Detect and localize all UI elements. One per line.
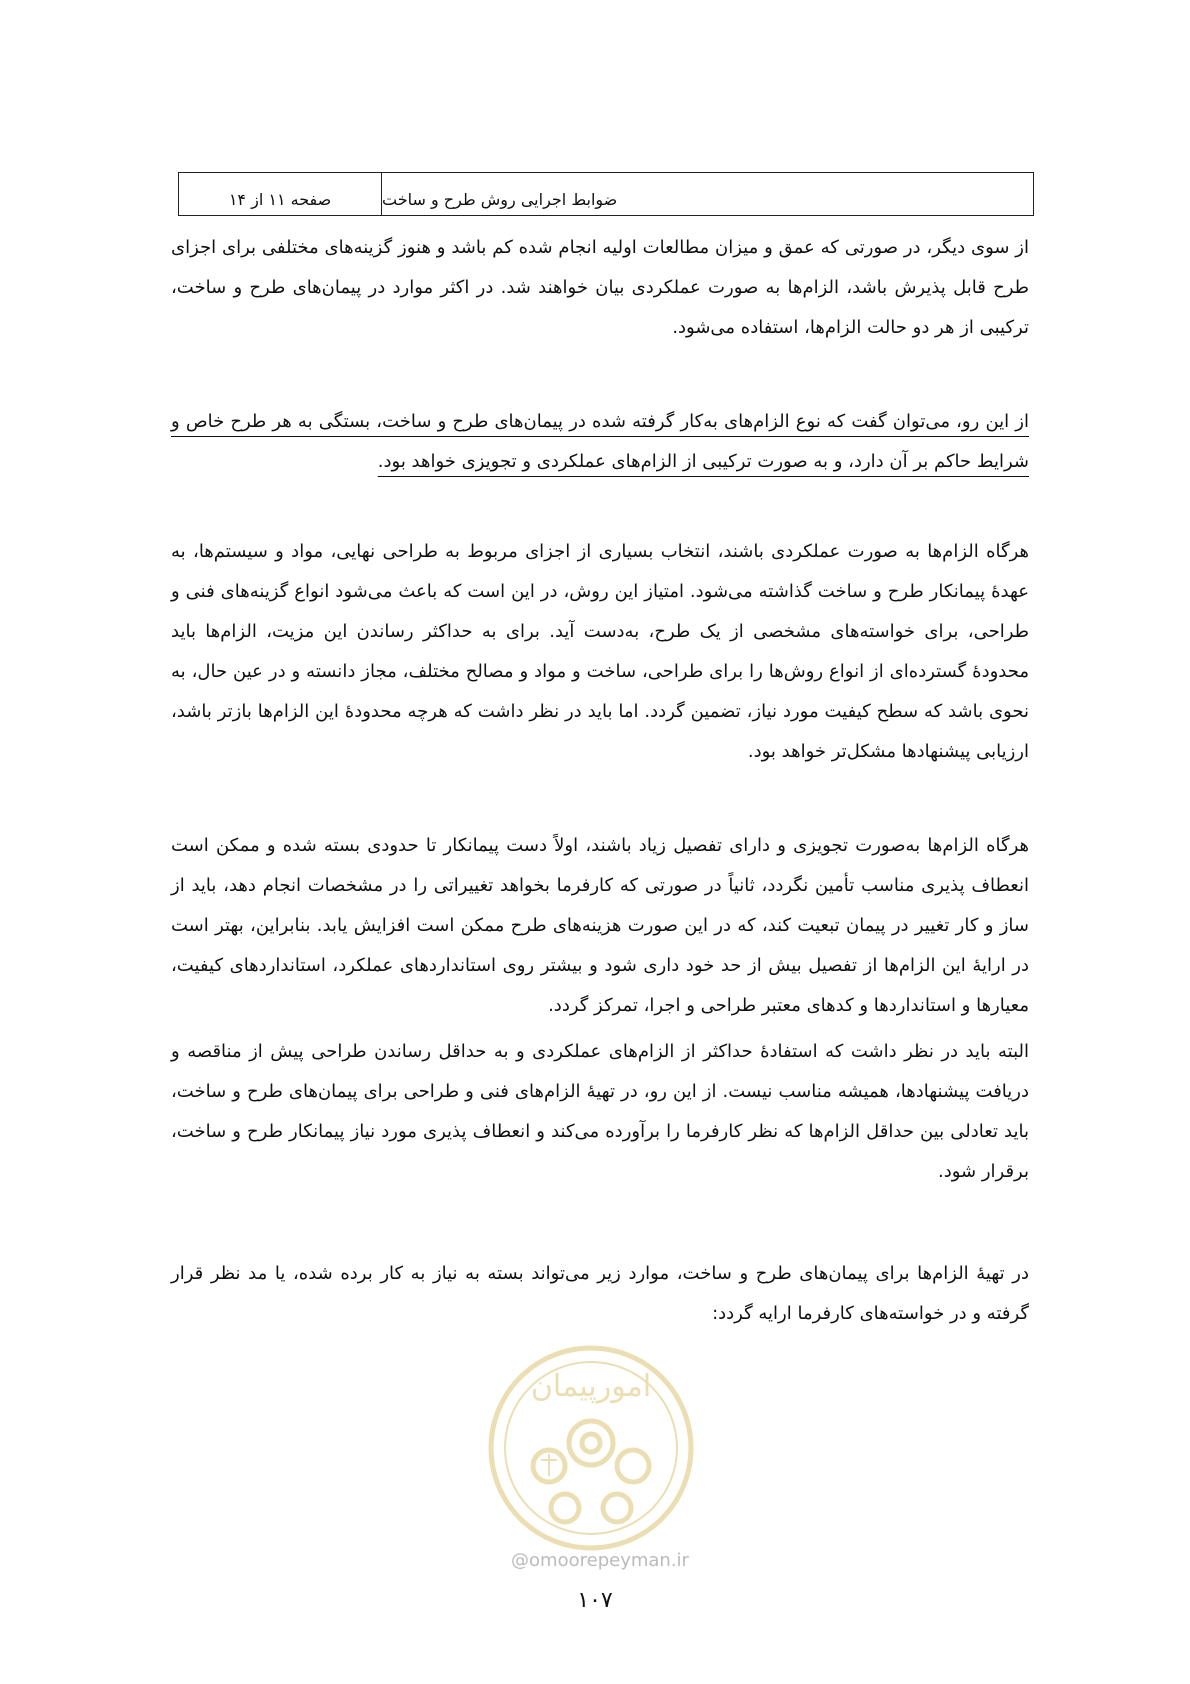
paragraph-4: هرگاه الزام‌ها به‌صورت تجویزی و دارای تفصیل زیاد باشند، اولاً دست پیمانکار تا حدودی بسته شده و ممکن است انعطاف پذیری مناسب تأمین نگردد، ثانیاً در صورتی که کارفرما بخواهد تغییراتی را در مشخصات انجام دهد، باید از ساز و کار تغییر در پیمان تبعیت کند، که در این صورت هزینه‌های طرح ممکن است افزایش یابد. بنابراین، بهتر است در ارایهٔ این الزام‌ها از تفصیل بیش از حد خود داری شود و بیشتر روی استانداردهای عملکرد، استانداردهای کیفیت، معیارها و استانداردها و کدهای معتبر طراحی و اجرا، تمرکز گردد. <box>171 835 1029 1016</box>
scales-icon <box>541 1454 557 1476</box>
header-page-reference: صفحه ۱۱ از ۱۴ <box>179 173 382 215</box>
watermark-website: @omoorepeyman.ir <box>511 1550 689 1571</box>
paragraph-2-block <box>171 402 1029 482</box>
paragraph-3: هرگاه الزام‌ها به صورت عملکردی باشند، انتخاب بسیاری از اجزای مربوط به طراحی نهایی، مواد و سیستم‌ها، به عهدهٔ پیمانکار طرح و ساخت گذاشته می‌شود. امتیاز این روش، در این است که باعث می‌شود انواع گزینه‌های فنی و طراحی، برای خواسته‌های مشخصی از یک طرح، به‌دست آید. برای به حداکثر رساندن این مزیت، الزام‌ها باید محدودهٔ گسترده‌ای از انواع روش‌ها را برای طراحی، ساخت و مواد و مصالح مختلف، مجاز دانسته و در عین حال، به نحوی باشد که سطح کیفیت مورد نیاز، تضمین گردد. اما باید در نظر داشت که هرچه محدودهٔ این الزام‌ها بازتر باشد، ارزیابی پیشنهادها مشکل‌تر خواهد بود. <box>171 541 1029 762</box>
page-number: ۱۰۷ <box>577 1588 613 1613</box>
paragraph-3-block <box>171 532 1029 772</box>
paragraph-6-block <box>171 1254 1029 1334</box>
paragraph-1: از سوی دیگر، در صورتی که عمق و میزان مطالعات اولیه انجام شده کم باشد و هنوز گزینه‌های مختلفی برای اجزای طرح قابل پذیرش باشد، الزام‌ها به صورت عملکردی بیان خواهند شد. در اکثر موارد در پیمان‌های طرح و ساخت، ترکیبی از هر دو حالت الزام‌ها، استفاده می‌شود. <box>171 237 1029 338</box>
paragraph-5: البته باید در نظر داشت که استفادهٔ حداکثر از الزام‌های عملکردی و به حداقل رساندن طراحی پیش از مناقصه و دریافت پیشنهادها، همیشه مناسب نیست. از این رو، در تهیهٔ الزام‌های فنی و طراحی برای پیمان‌های طرح و ساخت، باید تعادلی بین حداقل الزام‌ها که نظر کارفرما را برآورده می‌کند و انعطاف پذیری مورد نیاز پیمانکار طرح و ساخت، برقرار شود. <box>171 1041 1029 1182</box>
paragraph-6: در تهیهٔ الزام‌ها برای پیمان‌های طرح و ساخت، موارد زیر می‌تواند بسته به نیاز به کار برده شده، یا مد نظر قرار گرفته و در خواسته‌های کارفرما ارایه گردد: <box>171 1263 1029 1324</box>
paragraph-4-block <box>171 826 1029 1026</box>
seal-text: امورپیمان <box>530 1369 652 1404</box>
paragraph-1-block <box>171 228 1029 348</box>
watermark-seal-logo <box>481 1338 701 1558</box>
paragraph-2-underlined: از این رو، می‌توان گفت که نوع الزام‌های به‌کار گرفته شده در پیمان‌های طرح و ساخت، بستگی به هر طرح خاص و شرایط حاکم بر آن دارد، و به صورت ترکیبی از الزام‌های عملکردی و تجویزی خواهد بود. <box>171 411 1029 472</box>
header-document-title: ضوابط اجرایی روش طرح و ساخت <box>382 190 618 209</box>
header-table <box>178 172 1034 216</box>
gear-icon <box>533 1421 649 1522</box>
paragraph-5-block <box>171 1032 1029 1192</box>
